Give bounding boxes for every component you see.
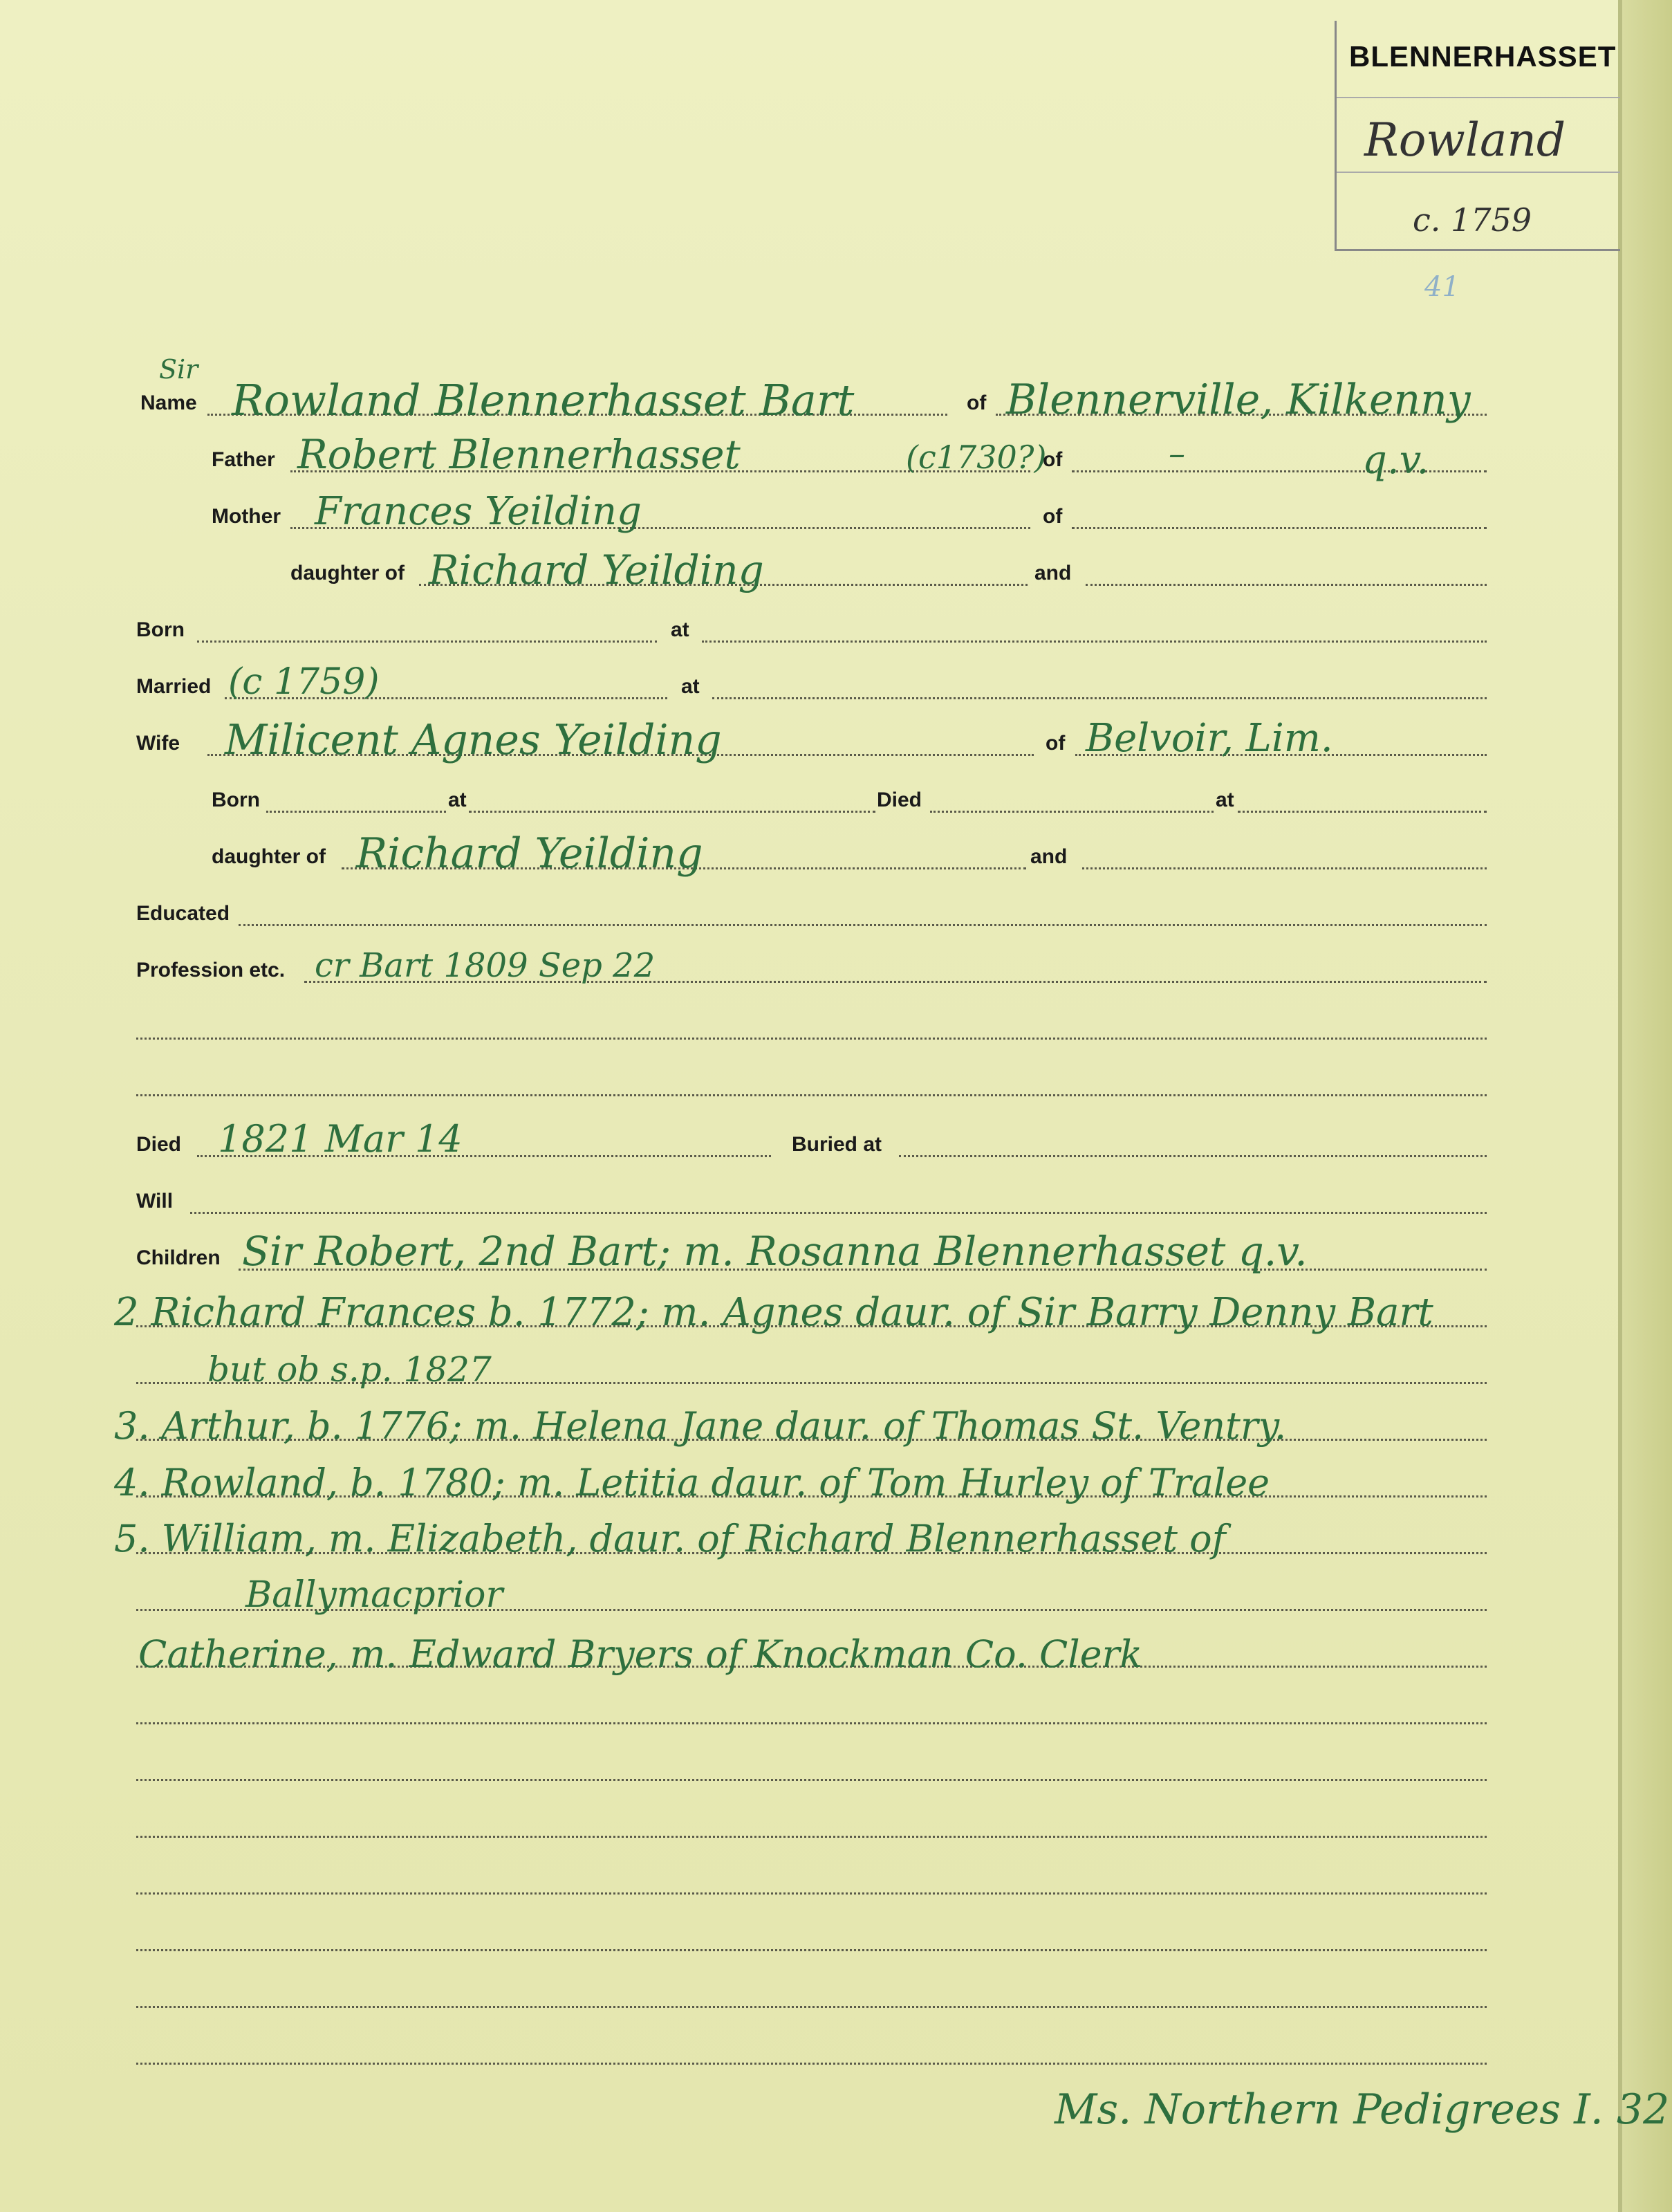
wife-father-value: Richard Yeilding [356,829,703,878]
child-6: Catherine, m. Edward Bryers of Knockman Co. Clerk [138,1632,1143,1676]
index-number: 41 [1424,271,1460,303]
source-reference: Ms. Northern Pedigrees I. 32 [1055,2085,1670,2134]
married-value: (c 1759) [228,661,380,703]
name-prefix: Sir [159,354,198,385]
wife-born-at-label: at [448,789,467,811]
index-box [1335,21,1620,251]
name-of-value: Blennerville, Kilkenny [1006,376,1471,424]
children-label: Children [136,1246,221,1269]
married-at-label: at [681,675,700,698]
wife-died-label: Died [877,789,922,811]
child-2-note: but ob s.p. 1827 [207,1349,492,1390]
buried-at-label: Buried at [792,1133,882,1156]
father-of-label: of [1043,448,1063,471]
mother-father-value: Richard Yeilding [429,546,764,593]
wife-daughter-of-label: daughter of [212,845,326,868]
index-surname: BLENNERHASSET [1349,40,1617,73]
child-3: 3. Arthur, b. 1776; m. Helena Jane daur. of Thomas St. Ventry. [114,1404,1287,1448]
father-ref: q.v. [1362,438,1429,483]
died-label: Died [136,1133,182,1156]
index-forename: Rowland [1364,113,1566,167]
will-label: Will [136,1190,174,1213]
child-2: 2 Richard Frances b. 1772; m. Agnes daur. of Sir Barry Denny Bart [114,1290,1433,1335]
name-value: Rowland Blennerhasset Bart [232,375,855,425]
profession-value: cr Bart 1809 Sep 22 [315,946,656,985]
card-edge [1618,0,1672,2212]
wife-label: Wife [136,732,180,755]
mother-daughter-of-label: daughter of [290,562,405,584]
mother-label: Mother [212,505,281,528]
child-5: 5. William, m. Elizabeth, daur. of Richard Blennerhasset of [114,1517,1226,1560]
educated-label: Educated [136,902,230,925]
index-date: c. 1759 [1413,201,1532,239]
name-label: Name [140,391,197,414]
died-value: 1821 Mar 14 [218,1117,463,1161]
mother-of-label: of [1043,505,1063,528]
profession-label: Profession etc. [136,959,286,981]
wife-died-at-label: at [1216,789,1234,811]
wife-and-label: and [1030,845,1068,868]
mother-and-label: and [1034,562,1072,584]
father-date: (c1730?) [906,439,1047,476]
father-label: Father [212,448,275,471]
wife-born-label: Born [212,789,260,811]
wife-of-label: of [1046,732,1066,755]
child-4: 4. Rowland, b. 1780; m. Letitia daur. of Tom Hurley of Tralee [114,1461,1270,1504]
married-label: Married [136,675,212,698]
child-1: Sir Robert, 2nd Bart; m. Rosanna Blennerhasset q.v. [242,1228,1308,1275]
name-of-label: of [967,391,987,414]
born-label: Born [136,618,185,641]
father-value: Robert Blennerhasset [297,431,741,478]
father-of-value: – [1169,434,1185,473]
child-5-place: Ballymacprior [245,1574,503,1616]
wife-of-value: Belvoir, Lim. [1086,716,1333,761]
wife-value: Milicent Agnes Yeilding [225,716,722,764]
born-at-label: at [671,618,689,641]
mother-value: Frances Yeilding [315,489,642,534]
